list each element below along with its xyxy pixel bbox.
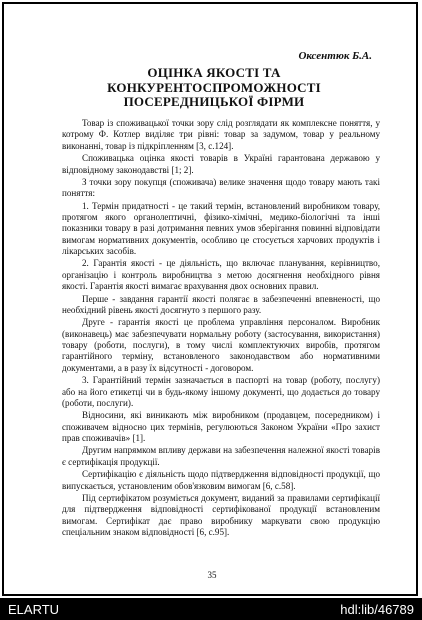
paragraph: Товар із споживацької точки зору слід розглядати як комплексне поняття, у котрому Ф. Котлер виділяє три рівні: товар за задумом, товар у реальному виконанні, товар із підкріпленням [3, с.124]. bbox=[62, 118, 380, 151]
page-number: 35 bbox=[207, 570, 217, 580]
article-title bbox=[64, 66, 364, 110]
article-body bbox=[62, 118, 380, 538]
paragraph: 1. Термін придатності - це такий термін, встановлений виробником товару, протягом якого органолептичні, фізико-хімічні, медико-біологічні та інші показники товару в разі дотримання певних умов зберігання повинні відповідати вимогам нормативних документів, особливо це стосується харчових продуктів і лікарських засобів. bbox=[62, 200, 380, 257]
paragraph: З точки зору покупця (споживача) велике значення щодо товару мають такі поняття: bbox=[62, 176, 380, 199]
paragraph: 2. Гарантія якості - це діяльність, що включає планування, керівництво, організацію і контроль виробництва з метою досягнення необхідного рівня якості. Гарантія якості вимагає врахування двох основних правил. bbox=[62, 258, 380, 292]
title-line: ОЦІНКА ЯКОСТІ ТА bbox=[147, 65, 281, 80]
paragraph: Друге - гарантія якості це проблема управління персоналом. Виробник (виконавець) має забезпечувати нормальну роботу (застосування, використання) товару (роботи, послуги), в тому числі комплектуючих виробів, протягом гарантійного терміну, встановленого законодавством або нормативними документами, а в разу їх відсутності - договором. bbox=[62, 317, 380, 373]
paragraph: Перше - завдання гарантії якості полягає в забезпеченні впевненості, що необхідний рівень якості досягнуто з першого разу. bbox=[62, 293, 380, 315]
title-line: КОНКУРЕНТОСПРОМОЖНОСТІ bbox=[107, 79, 321, 95]
paragraph: Другим напрямком впливу держави на забезпечення належної якості товарів є сертифікація продукції. bbox=[62, 445, 380, 467]
document-page bbox=[2, 2, 418, 596]
paragraph: Споживацька оцінка якості товарів в Україні гарантована державою у відповідному законодавстві [1; 2]. bbox=[62, 153, 380, 175]
paragraph: Сертифікацію є діяльність щодо підтвердження відповідності продукції, що випускається, установленим обов'язковим вимогам [6, с.58]. bbox=[62, 469, 380, 491]
paragraph: Під сертифікатом розуміється документ, виданий за правилами сертифікації для підтвердження відповідності сертифікованої продукції встановленим вимогам. Сертифікат дає право виробнику маркувати свою продукцію спеціальним знаком відповідності [6, с.95]. bbox=[62, 492, 380, 538]
repository-footer-bar bbox=[0, 598, 422, 620]
repository-name: ELARTU bbox=[8, 602, 60, 617]
title-line: ПОСЕРЕДНИЦЬКОЇ ФІРМИ bbox=[123, 94, 305, 109]
paragraph: 3. Гарантійний термін зазначається в паспорті на товар (роботу, послугу) або на його етикетці чи в будь-якому іншому документі, що додається до товару (роботи, послуги). bbox=[62, 375, 380, 408]
paragraph: Відносини, які виникають між виробником (продавцем, посередником) і споживачем відносно цих термінів, регулюються Законом України «Про захист прав споживачів» [1]. bbox=[62, 410, 380, 444]
handle-identifier: hdl:lib/46789 bbox=[340, 602, 414, 617]
author-name: Оксентюк Б.А. bbox=[298, 50, 372, 62]
